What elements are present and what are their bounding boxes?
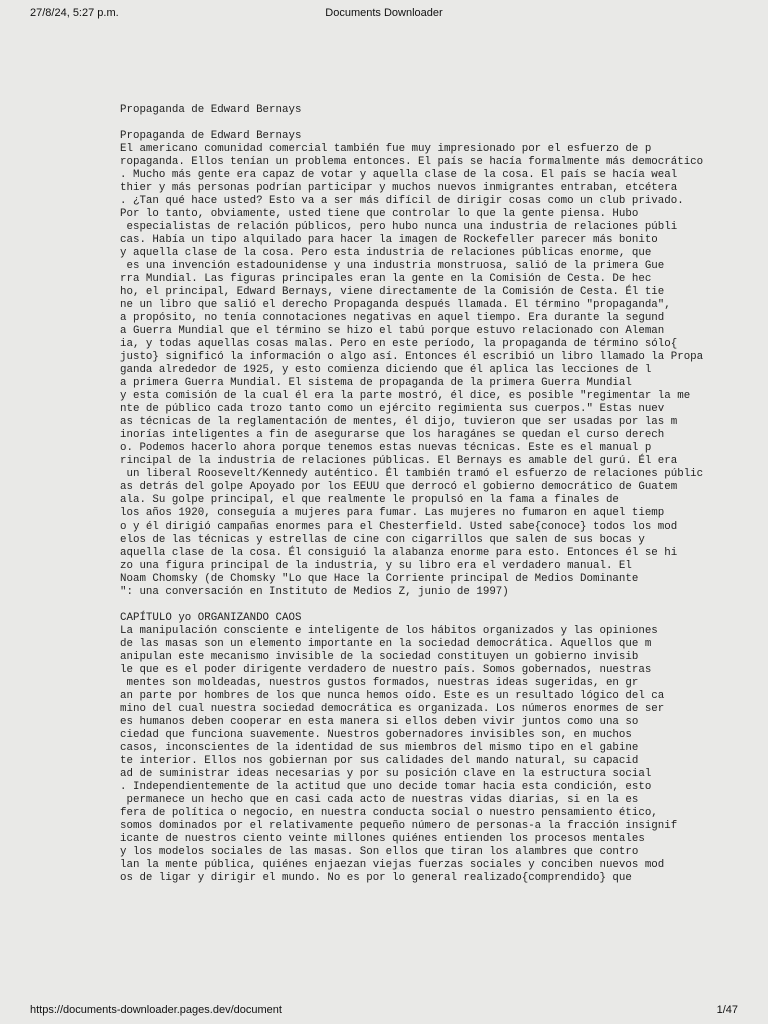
print-header xyxy=(0,4,768,22)
text-line: y los modelos sociales de las masas. Son ellos que tiran los alambres que contro xyxy=(120,845,639,858)
text-line: es humanos deben cooperar en esta manera si ellos deben vivir juntos como una so xyxy=(120,715,639,728)
text-line: icante de nuestros ciento veinte millones quiénes entienden los procesos mentales xyxy=(120,832,645,845)
text-line: cas. Había un tipo alquilado para hacer la imagen de Rockefeller parecer más bonito xyxy=(120,234,658,247)
text-line: de las masas son un elemento importante en la sociedad democrática. Aquellos que m xyxy=(120,637,652,650)
chapter-heading: CAPÍTULO yo ORGANIZANDO CAOS xyxy=(120,611,302,624)
text-line: as detrás del golpe Apoyado por los EEUU que derrocó el gobierno democrático de Guatem xyxy=(120,481,678,494)
text-line: casos, inconscientes de la identidad de sus miembros del mismo tipo en el gabine xyxy=(120,741,639,754)
text-line: La manipulación consciente e inteligente de los hábitos organizados y las opiniones xyxy=(120,624,658,637)
text-line: ad de suministrar ideas necesarias y por su posición clave en la estructura social xyxy=(120,767,652,780)
text-line: un liberal Roosevelt/Kennedy auténtico. Él también tramó el esfuerzo de relaciones públic xyxy=(120,468,704,481)
text-line: zo una figura principal de la industria, y su libro era el verdadero manual. El xyxy=(120,559,632,572)
text-line: o. Podemos hacerlo ahora porque tenemos estas nuevas técnicas. Este es el manual p xyxy=(120,442,652,455)
text-line: los años 1920, conseguía a mujeres para fumar. Las mujeres no fumaron en aquel tiemp xyxy=(120,507,665,520)
text-line: ganda alrededor de 1925, y esto comienza diciendo que él aplica las lecciones de l xyxy=(120,364,652,377)
text-line: ne un libro que salió el derecho Propaganda después llamada. El término "propaganda", xyxy=(120,299,671,312)
text-line: fera de política o negocio, en nuestra conducta social o nuestro pensamiento ético, xyxy=(120,806,658,819)
text-line: somos dominados por el relativamente pequeño número de personas-a la fracción insignif xyxy=(120,819,678,832)
text-line: mino del cual nuestra sociedad democrática es organizada. Los números enormes de ser xyxy=(120,702,665,715)
text-line: a Guerra Mundial que el término se hizo el tabú porque estuvo relacionado con Aleman xyxy=(120,325,665,338)
text-line: mentes son moldeadas, nuestros gustos formados, nuestras ideas sugeridas, en gr xyxy=(120,676,639,689)
text-line: nte de público cada trozo tanto como un ejército regimienta sus cuerpos." Estas nuev xyxy=(120,403,665,416)
text-line: Por lo tanto, obviamente, usted tiene que controlar lo que la gente piensa. Hubo xyxy=(120,208,639,221)
text-line: justo} significó la información o algo así. Entonces él escribió un libro llamado la Propa xyxy=(120,351,704,364)
text-line: ala. Su golpe principal, el que realmente le propulsó en la fama a finales de xyxy=(120,494,619,507)
text-line: a primera Guerra Mundial. El sistema de propaganda de la primera Guerra Mundial xyxy=(120,377,632,390)
text-line: . Independientemente de la actitud que uno decide tomar hacia esta condición, esto xyxy=(120,780,652,793)
text-line: ": una conversación en Instituto de Medios Z, junio de 1997) xyxy=(120,585,509,598)
text-line: lan la mente pública, quiénes enjaezan viejas fuerzas sociales y conciben nuevos mod xyxy=(120,858,665,871)
text-line: rra Mundial. Las figuras principales eran la gente en la Comisión de Cesta. De hec xyxy=(120,273,652,286)
text-line: Noam Chomsky (de Chomsky "Lo que Hace la Corriente principal de Medios Dominante xyxy=(120,572,639,585)
text-line: te interior. Ellos nos gobiernan por sus calidades del mando natural, su capacid xyxy=(120,754,639,767)
text-line: elos de las técnicas y estrellas de cine con cigarrillos que salen de sus bocas y xyxy=(120,533,645,546)
text-line: as técnicas de la reglamentación de mentes, él dijo, tuvieron que ser usadas por las m xyxy=(120,416,678,429)
text-line: thier y más personas podrían participar y muchos nuevos inmigrantes entraban, etcétera xyxy=(120,182,678,195)
text-line: an parte por hombres de los que nunca hemos oído. Este es un resultado lógico del ca xyxy=(120,689,665,702)
page-number: 1/47 xyxy=(716,1004,738,1016)
chapter-paragraph xyxy=(120,625,710,885)
text-line: ciedad que funciona suavemente. Nuestros gobernadores invisibles son, en muchos xyxy=(120,728,632,741)
text-line: anipulan este mecanismo invisible de la sociedad constituyen un gobierno invisib xyxy=(120,650,639,663)
text-line: . ¿Tan qué hace usted? Esto va a ser más difícil de dirigir cosas como un club privado. xyxy=(120,195,684,208)
text-line: ho, el principal, Edward Bernays, viene directamente de la Comisión de Cesta. Él tie xyxy=(120,286,665,299)
text-line: y aquella clase de la cosa. Pero esta industria de relaciones públicas enorme, que xyxy=(120,247,652,260)
text-line: especialistas de relación públicos, pero hubo nunca una industria de relaciones públi xyxy=(120,221,678,234)
spacer xyxy=(120,599,710,612)
print-title: Documents Downloader xyxy=(325,7,443,19)
text-line: permanece un hecho que en casi cada acto de nuestras vidas diarias, si en la es xyxy=(120,793,639,806)
text-line: rincipal de la industria de relaciones públicas. El Bernays es amable del gurú. Él era xyxy=(120,455,678,468)
text-line: ia, y todas aquellas cosas malas. Pero en este período, la propaganda de término sólo{ xyxy=(120,338,678,351)
text-line: aquella clase de la cosa. Él consiguió la alabanza enorme para esto. Entonces él se hi xyxy=(120,546,678,559)
print-date: 27/8/24, 5:27 p.m. xyxy=(30,7,119,19)
text-line: o y él dirigió campañas enormes para el Chesterfield. Usted sabe{conoce} todos los mod xyxy=(120,520,678,533)
text-line: El americano comunidad comercial también fue muy impresionado por el esfuerzo de p xyxy=(120,143,652,156)
print-url: https://documents-downloader.pages.dev/document xyxy=(30,1004,282,1016)
spacer xyxy=(120,117,710,130)
text-line: a propósito, no tenía connotaciones negativas en aquel tiempo. Era durante la segund xyxy=(120,312,665,325)
document-title: Propaganda de Edward Bernays xyxy=(120,104,302,116)
text-line: os de ligar y dirigir el mundo. No es por lo general realizado{comprendido} que xyxy=(120,871,632,884)
text-line: . Mucho más gente era capaz de votar y aquella clase de la cosa. El país se hacía weal xyxy=(120,169,678,182)
intro-heading: Propaganda de Edward Bernays xyxy=(120,130,302,143)
intro-paragraph xyxy=(120,143,710,599)
text-line: y esta comisión de la cual él era la parte mostró, él dice, es posible "regimentar la me xyxy=(120,390,691,403)
document-body xyxy=(120,104,710,885)
text-line: es una invención estadounidense y una industria monstruosa, salió de la primera Gue xyxy=(120,260,665,273)
text-line: le que es el poder dirigente verdadero de nuestro país. Somos gobernados, nuestras xyxy=(120,663,652,676)
text-line: ropaganda. Ellos tenían un problema entonces. El país se hacía formalmente más democrático xyxy=(120,156,704,169)
print-footer xyxy=(0,1002,768,1020)
text-line: inorías inteligentes a fin de asegurarse que los haragánes se quedan el curso derech xyxy=(120,429,665,442)
